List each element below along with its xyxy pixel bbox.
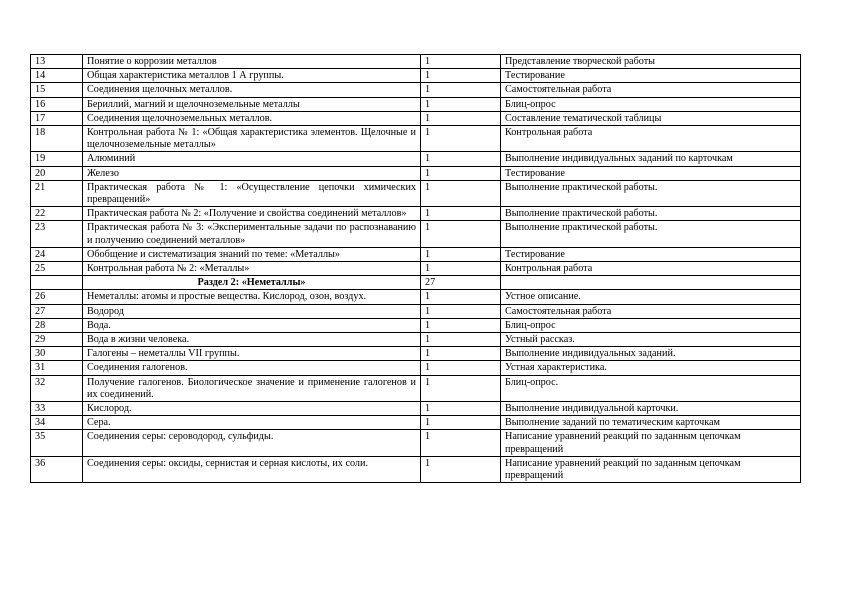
assessment-form-cell: Выполнение индивидуальных заданий. (501, 347, 801, 361)
hours-cell: 1 (421, 111, 501, 125)
topic-cell: Понятие о коррозии металлов (83, 55, 421, 69)
hours-cell: 1 (421, 55, 501, 69)
table-row (31, 416, 801, 430)
row-number-cell: 23 (31, 221, 83, 247)
table-row (31, 290, 801, 304)
topic-cell: Практическая работа № 2: «Получение и свойства соединений металлов» (83, 207, 421, 221)
assessment-form-cell: Выполнение практической работы. (501, 207, 801, 221)
hours-cell: 1 (421, 361, 501, 375)
assessment-form-cell (501, 276, 801, 290)
assessment-form-cell: Выполнение практической работы. (501, 221, 801, 247)
hours-cell: 1 (421, 69, 501, 83)
topic-cell: Контрольная работа № 2: «Металлы» (83, 262, 421, 276)
topic-cell: Вода в жизни человека. (83, 333, 421, 347)
assessment-form-cell: Составление тематической таблицы (501, 111, 801, 125)
hours-cell: 1 (421, 247, 501, 261)
table-row (31, 69, 801, 83)
assessment-form-cell: Устная характеристика. (501, 361, 801, 375)
topic-cell: Контрольная работа № 1: «Общая характеристика элементов. Щелочные и щелочноземельные металлы» (83, 126, 421, 152)
row-number-cell: 29 (31, 333, 83, 347)
table-row (31, 97, 801, 111)
table-row (31, 456, 801, 482)
hours-cell: 1 (421, 262, 501, 276)
assessment-form-cell: Самостоятельная работа (501, 83, 801, 97)
topic-cell: Практическая работа № 1: «Осуществление цепочки химических превращений» (83, 180, 421, 206)
hours-cell: 1 (421, 83, 501, 97)
row-number-cell (31, 276, 83, 290)
table-row (31, 402, 801, 416)
hours-cell: 1 (421, 221, 501, 247)
row-number-cell: 16 (31, 97, 83, 111)
assessment-form-cell: Выполнение практической работы. (501, 180, 801, 206)
row-number-cell: 28 (31, 318, 83, 332)
assessment-form-cell: Блиц-опрос (501, 97, 801, 111)
hours-cell: 1 (421, 152, 501, 166)
table-row (31, 347, 801, 361)
table-row (31, 247, 801, 261)
topic-cell: Вода. (83, 318, 421, 332)
table-row (31, 126, 801, 152)
topic-cell: Водород (83, 304, 421, 318)
row-number-cell: 32 (31, 375, 83, 401)
topic-cell: Получение галогенов. Биологическое значение и применение галогенов и их соединений. (83, 375, 421, 401)
table-row (31, 221, 801, 247)
table-row (31, 152, 801, 166)
assessment-form-cell: Тестирование (501, 247, 801, 261)
lesson-plan-table (30, 54, 801, 483)
table-row (31, 83, 801, 97)
assessment-form-cell: Контрольная работа (501, 262, 801, 276)
row-number-cell: 36 (31, 456, 83, 482)
topic-cell: Алюминий (83, 152, 421, 166)
table-row (31, 318, 801, 332)
table-row (31, 375, 801, 401)
row-number-cell: 31 (31, 361, 83, 375)
assessment-form-cell: Тестирование (501, 166, 801, 180)
assessment-form-cell: Контрольная работа (501, 126, 801, 152)
topic-cell: Неметаллы: атомы и простые вещества. Кислород, озон, воздух. (83, 290, 421, 304)
hours-cell: 1 (421, 304, 501, 318)
row-number-cell: 20 (31, 166, 83, 180)
hours-cell: 1 (421, 126, 501, 152)
table-row (31, 333, 801, 347)
table-row (31, 207, 801, 221)
row-number-cell: 19 (31, 152, 83, 166)
assessment-form-cell: Тестирование (501, 69, 801, 83)
table-row (31, 55, 801, 69)
hours-cell: 1 (421, 318, 501, 332)
hours-cell: 1 (421, 290, 501, 304)
hours-cell: 1 (421, 402, 501, 416)
assessment-form-cell: Выполнение заданий по тематическим карточкам (501, 416, 801, 430)
topic-cell: Галогены – неметаллы VII группы. (83, 347, 421, 361)
assessment-form-cell: Представление творческой работы (501, 55, 801, 69)
topic-cell: Раздел 2: «Неметаллы» (83, 276, 421, 290)
row-number-cell: 35 (31, 430, 83, 456)
section-row (31, 276, 801, 290)
row-number-cell: 15 (31, 83, 83, 97)
table-row (31, 304, 801, 318)
hours-cell: 1 (421, 180, 501, 206)
topic-cell: Сера. (83, 416, 421, 430)
hours-cell: 27 (421, 276, 501, 290)
row-number-cell: 26 (31, 290, 83, 304)
assessment-form-cell: Блиц-опрос. (501, 375, 801, 401)
row-number-cell: 34 (31, 416, 83, 430)
hours-cell: 1 (421, 347, 501, 361)
topic-cell: Практическая работа № 3: «Экспериментальные задачи по распознаванию и получению соединений металлов» (83, 221, 421, 247)
assessment-form-cell: Выполнение индивидуальной карточки. (501, 402, 801, 416)
row-number-cell: 27 (31, 304, 83, 318)
row-number-cell: 33 (31, 402, 83, 416)
hours-cell: 1 (421, 375, 501, 401)
row-number-cell: 21 (31, 180, 83, 206)
topic-cell: Железо (83, 166, 421, 180)
topic-cell: Соединения щелочных металлов. (83, 83, 421, 97)
row-number-cell: 25 (31, 262, 83, 276)
hours-cell: 1 (421, 416, 501, 430)
assessment-form-cell: Написание уравнений реакций по заданным цепочкам превращений (501, 456, 801, 482)
hours-cell: 1 (421, 430, 501, 456)
table-row (31, 361, 801, 375)
topic-cell: Кислород. (83, 402, 421, 416)
assessment-form-cell: Самостоятельная работа (501, 304, 801, 318)
row-number-cell: 13 (31, 55, 83, 69)
hours-cell: 1 (421, 166, 501, 180)
row-number-cell: 17 (31, 111, 83, 125)
row-number-cell: 14 (31, 69, 83, 83)
assessment-form-cell: Устное описание. (501, 290, 801, 304)
hours-cell: 1 (421, 333, 501, 347)
hours-cell: 1 (421, 97, 501, 111)
table-row (31, 180, 801, 206)
assessment-form-cell: Написание уравнений реакций по заданным цепочкам превращений (501, 430, 801, 456)
row-number-cell: 30 (31, 347, 83, 361)
hours-cell: 1 (421, 456, 501, 482)
table-row (31, 262, 801, 276)
row-number-cell: 18 (31, 126, 83, 152)
topic-cell: Обобщение и систематизация знаний по теме: «Металлы» (83, 247, 421, 261)
topic-cell: Соединения галогенов. (83, 361, 421, 375)
topic-cell: Соединения серы: сероводород, сульфиды. (83, 430, 421, 456)
lesson-plan-body (31, 55, 801, 483)
assessment-form-cell: Устный рассказ. (501, 333, 801, 347)
assessment-form-cell: Блиц-опрос (501, 318, 801, 332)
topic-cell: Соединения щелочноземельных металлов. (83, 111, 421, 125)
hours-cell: 1 (421, 207, 501, 221)
topic-cell: Бериллий, магний и щелочноземельные металлы (83, 97, 421, 111)
topic-cell: Соединения серы: оксиды, сернистая и серная кислоты, их соли. (83, 456, 421, 482)
row-number-cell: 24 (31, 247, 83, 261)
table-row (31, 111, 801, 125)
table-row (31, 430, 801, 456)
row-number-cell: 22 (31, 207, 83, 221)
topic-cell: Общая характеристика металлов 1 А группы. (83, 69, 421, 83)
assessment-form-cell: Выполнение индивидуальных заданий по карточкам (501, 152, 801, 166)
table-row (31, 166, 801, 180)
